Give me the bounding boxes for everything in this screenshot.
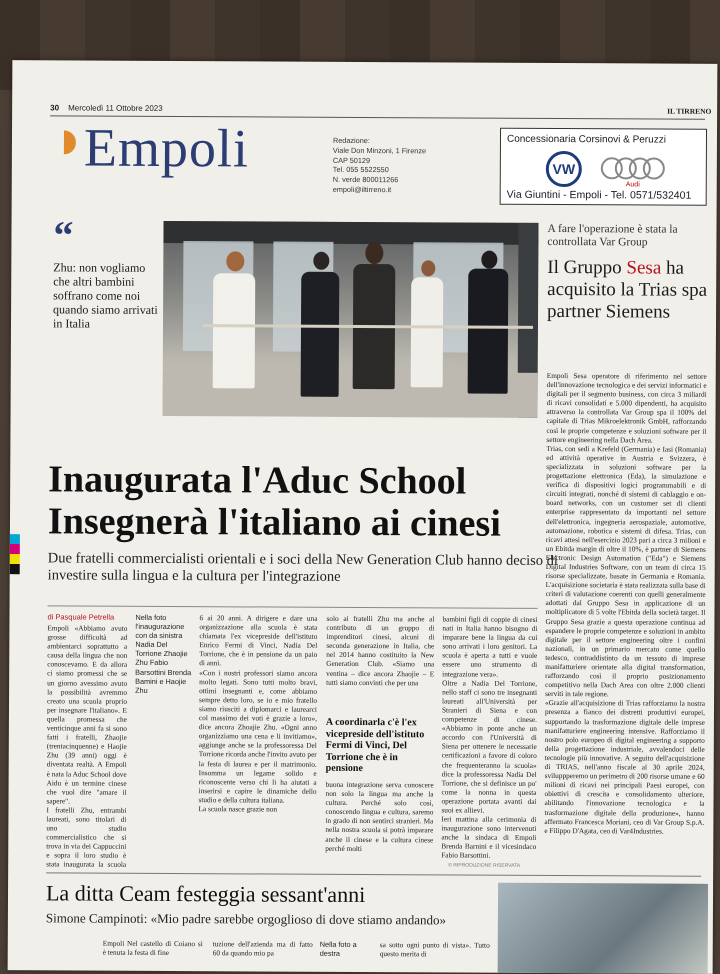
page-number: 30 [50,103,60,113]
audi-rings-icon [601,157,671,177]
sidebar-headline-pre: Il Gruppo [547,256,627,279]
exhibition-photo [498,883,708,974]
print-color-bar [10,534,20,574]
article-column-2: 6 ai 20 anni. A dirigere e dare una organizzazione alla scuola è stata chiamata l'ex vicepreside dell'istituto Enrico Fermi di Vinci, Nadia Del Torrione, che è in pensione da un paio di anni. «Con i nostri professori siamo ancora molto legati. Sono tutti molto bravi, ottimi insegnanti e, come abbiamo sempre detto loro, se io e mio fratello siamo riusciti a diplomarci e laurearci col massimo dei voti è grazie a loro», dice ancora Zhoajie Zhu. «Ogni anno organizziamo una cena e li invitiamo», aggiunge anche se la professoressa Del Torrione ricorda anche l'invito avuto per la festa di laurea e per il matrimonio. Insomma un legame solido e riconoscente verso chi li ha aiutati a inserirsi e capire le dinamiche dello studio e della cultura italiana. La scuola nasce grazie non [198,613,318,814]
copyright-note: © RIPRODUZIONE RISERVATA [448,862,521,869]
article-column-1: Empoli «Abbiamo avuto grosse difficoltà ad ambientarci soprattutto a causa della lingua che non conoscevamo. E da allora ci siamo promessi che se un giorno avessimo avuto la possibilità avremmo creato una scuola proprio per insegnare l'italiano». E quella promessa che venticinque anni fa si sono fatti i fratelli, Zhaojie (trentacinquenne) e Haojie Zhu (39 anni) oggi è diventata realtà. A Empoli è nata la Aduc School dove Aidu è un termine cinese che vuol dire "amare il sapere". I fratelli Zhu, entrambi laureati, sono titolari di uno studio commercialistico che si trova in via dei Cappuccini e sopra il loro studio è stata inaugurata la scuola [46,623,128,869]
article-column-3-top: solo ai fratelli Zhu ma anche al contributo di un gruppo di imprenditori cinesi, alcuni di seconda generazione in Italia, che nel 2014 hanno costituito la New Generation Club. «Siamo una ventina – dice ancora Zhaojie – E tutti siamo convinti che per una [326,613,435,687]
article-column-3-bottom: buona integrazione serva conoscere non solo la lingua ma anche la cultura. Perché solo così, conoscendo lingua e cultura, saremo in grado di non sentirci stranieri. Ma nella nostra scuola si potrà imparare anche il cinese e la cultura cinese perché molti [325,779,434,853]
masthead-name: IL TIRRENO [667,106,712,116]
main-headline-line1: Inaugurata l'Aduc School [48,458,467,503]
section-divider [46,872,701,876]
sidebar-headline-post: ha acquisito la Trias spa partner Siemens [547,257,708,323]
pull-box-text: A coordinarla c'è l'ex vicepreside dell'istituto Fermi di Vinci, Del Torrione che è in pensione [325,716,425,775]
second-subheadline: Simone Campinoti: «Mio padre sarebbe orgoglioso di dove stiamo andando» [45,910,447,928]
pull-quote: Zhu: non vogliamo che altri bambini soffrano come noi quando siamo arrivati in Italia [52,260,158,331]
second-column-2: tuzione dell'azienda ma di fatto 60 da quando mio pa [212,939,313,958]
dealer-advertisement [500,128,707,206]
newspaper-page [8,60,718,974]
main-subheadline: Due fratelli commercialisti orientali e i soci della New Generation Club hanno deciso di investire sulla lingua e la cultura per l'integrazione [47,550,558,585]
ad-address-phone: Via Giuntini - Empoli - Tel. 0571/532401 [506,188,692,202]
second-caption: Nella foto a destra [319,939,359,958]
second-column-1: Empoli Nel castello di Coiano si è tenuta la festa di fine [102,938,203,958]
sidebar-headline-brand: Sesa [626,257,662,279]
audi-label: Audi [625,181,640,189]
volkswagen-logo-icon: VW [546,151,582,187]
sidebar-headline [547,257,707,324]
newsroom-contacts: Redazione: Viale Don Minzoni, 1 Firenze CAP 50129 Tel. 055 5522550 N. verde 800011266 empoli@iltirreno.it [332,135,427,195]
main-headline-line2: Insegnerà l'italiano ai cinesi [47,500,501,545]
section-logo-icon [52,130,76,154]
second-column-3: sa sotto ogni punto di vista». Tutto questo merita di [379,940,490,959]
sidebar-kicker: A fare l'operazione è stata la controllata Var Group [547,222,678,249]
sidebar-body: Empoli Sesa operatore di riferimento nel settore dell'innovazione tecnologica e dei servizi informatici e digitali per il segmento business, con circa 3 miliardi di ricavi consolidati e 5.000 dipendenti, ha acquisito attraverso la controllata Var Group spa il 100% del capitale di Trias Mikroelektronik GmbH, rafforzando così le proprie competenze e soluzioni software per il settore engineering nella Dach Area. Trias, con sedi a Krefeld (Germania) e Iasi (Romania) ed attività operative in Austria e Svizzera, è specializzata in soluzioni software per la progettazione elettronica (Eda), la simulazione e verifica di dispositivi logici programmabili e di circuiti integrati, nonché di sistemi di cablaggio e on-board networks, con un customer set di clienti enterprise rappresentato da importanti nel settore dell'elettronica, ingegneria aerospaziale, automotive, automazione, robotica e sistemi di difesa. Trias, con ricavi attesi nell'esercizio 2023 pari a circa 3 milioni e un Ebitda margin di oltre il 10%, è partner di Siemens Electronic Design Automation ("Eda") e Siemens Digital Industries Software, con un team di circa 15 risorse specializzate, basate in Germania e Romania. L'acquisizione societaria è stata realizzata sulla base di criteri di valutazione coerenti con quelli generalmente adottati dal Gruppo Sesa in applicazione di un moltiplicatore di 5 volte l'Ebitda della società target. Il Gruppo Sesa grazie a questa operazione continua ad espandere le proprie competenze e soluzioni in ambito digitale per il settore engineering oltre i confini nazionali, in un primario mercato come quello tedesco, contraddistinto da un tessuto di imprese manifatturiere orientate alla digital transformation, rafforzando così il proprio posizionamento competitivo nella Dach Area con oltre 2.000 clienti serviti in tale regione. «Grazie all'acquisizione di Trias rafforziamo la nostra presenza a fianco dei distretti produttivi europei, supportando la trasformazione digitale delle imprese manifatturiere engineering intensive. Rafforziamo il nostro polo europeo di digital engineering a supporto della progettazione industriale, avvalendoci delle tecnologie più innovative. A seguito dell'acquisizione di TRIAS, nell'anno fiscale al 30 aprile 2024, sviluppperemo un perimetro di 200 risorse umane e 60 milioni di ricavi nei principali Paesi europei, con obiettivi di crescita e consolidamento ulteriore, abilitando l'innovazione tecnologica e la trasformazione digitale della produzione», hanno affermato Francesca Moriani, ceo di Var Group S.p.A. e Filippo D'Agata, ceo di Var4Industries. [544,370,709,836]
subheadline-rule [48,605,538,609]
byline: di Pasquale Petrella [47,612,115,622]
ribbon-cutting-photo [163,221,539,418]
second-headline: La ditta Ceam festeggia sessant'anni [45,880,366,908]
ad-dealer-name: Concessionaria Corsinovi & Peruzzi [506,133,666,146]
issue-date: Mercoledì 11 Ottobre 2023 [68,103,163,113]
photo-caption: Nella foto l'inaugurazione con da sinistra Nadia Del Torrione Zhaojie Zhu Fabio Barsottini Brenda Bamini e Haojie Zhu [135,612,194,695]
article-column-4: bambini figli di coppie di cinesi nati in Italia hanno bisogno di imparare bene la lingua da cui sono arrivati i loro genitori. La scuola è aperta a tutti e vuole essere uno strumento di integrazione vera». Oltre a Nadia Del Torrione, nello staff ci sono tre insegnanti laureati all'Università per Stranieri di Siena e con competenze di cinese. «Abbiamo in ponte anche un accordo con l'Università di Siena per ottenere le necessarie certificazioni a favore di coloro che frequenteranno la scuola» dice la professoressa Nadia Del Torrione, che si definisce un po' come la nonna in questa operazione portata avanti dai suoi ex allievi. Ieri mattina alla cerimonia di inaugurazione sono intervenuti anche la sindaca di Empoli Brenda Barnini e il vicesindaco Fabio Barsottini. [441,614,538,860]
section-title: Empoli [83,117,250,179]
quote-mark-icon: “ [53,212,74,258]
